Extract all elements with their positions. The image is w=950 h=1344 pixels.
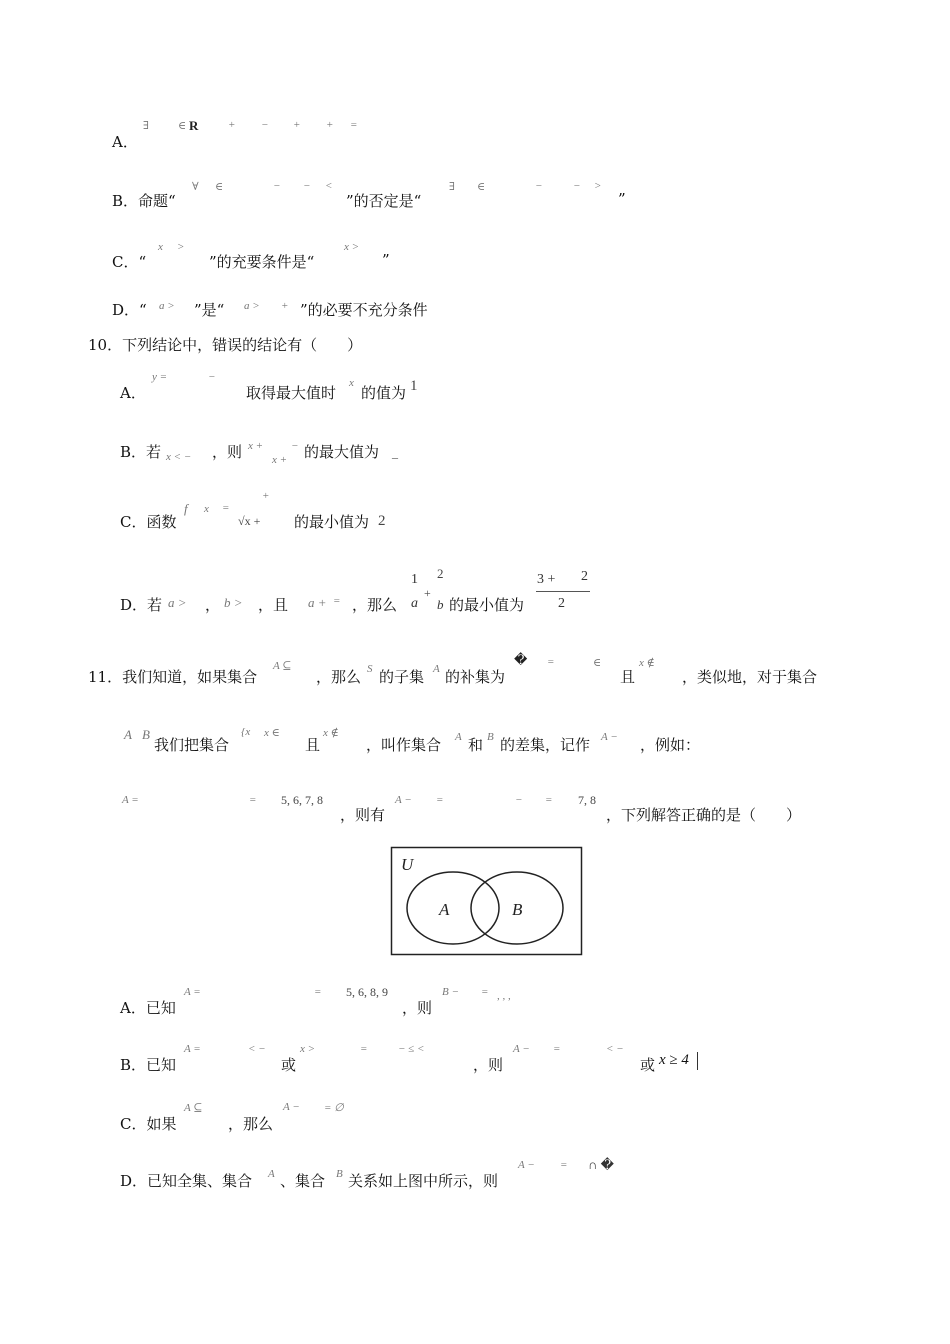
math-fragment: 1 (411, 572, 418, 587)
text: ” (382, 251, 390, 269)
math-fragment: = (314, 986, 322, 998)
math-fragment: = (360, 1043, 368, 1055)
math-fragment: B (336, 1168, 343, 1180)
math-fragment: √x + (238, 514, 261, 528)
math-fragment: − (573, 180, 581, 192)
math-fragment: = ∅ (324, 1102, 344, 1114)
text: ” (618, 190, 626, 208)
math-fragment: = (481, 986, 489, 998)
option-label: D．若 (120, 596, 163, 614)
math-fragment: b (437, 597, 444, 612)
math-fragment: y = (152, 371, 168, 383)
math-fragment: x (349, 377, 354, 389)
math-fragment: a (411, 596, 418, 611)
math-fragment: + (281, 300, 289, 312)
math-fragment: + (424, 586, 431, 600)
text: 的最小值为 (294, 513, 370, 531)
text: ，则 (473, 1056, 504, 1074)
text: 的最小值为 (449, 596, 525, 614)
text: 的差集，记作 (500, 736, 591, 754)
math-fragment: = (222, 502, 230, 514)
text: ，例如： (640, 736, 701, 754)
math-fragment: B (142, 727, 150, 742)
math-fragment: < − (606, 1043, 624, 1055)
math-fragment: A (455, 731, 462, 743)
math-fragment: A ⊆ (184, 1102, 203, 1114)
brace-close (697, 1052, 698, 1070)
math-fragment: b > (224, 595, 243, 610)
math-fragment: x + (248, 440, 264, 452)
math-fragment: A (124, 727, 132, 742)
math-fragment: A (268, 1168, 275, 1180)
math-fragment: + (326, 119, 334, 131)
label-b: B (512, 900, 523, 919)
math-fragment: x ≥ 4 (659, 1052, 689, 1068)
math-fragment: − (208, 371, 216, 383)
math-fragment: ∃ (449, 181, 455, 193)
math-fragment: ∈ (178, 120, 187, 132)
math-fragment: B − (442, 986, 459, 998)
text: ”的必要不充分条件 (300, 301, 428, 319)
math-fragment: = (553, 1043, 561, 1055)
text: 和 (468, 736, 484, 754)
venn-diagram (390, 846, 583, 956)
option-label: A． (120, 384, 146, 402)
math-fragment: − (261, 119, 269, 131)
text: ，那么 (228, 1115, 274, 1133)
text: ，那么 (352, 596, 398, 614)
option-label: C．“ (112, 253, 147, 271)
text: 、集合 (280, 1172, 326, 1190)
math-fragment: 3 + (537, 572, 556, 587)
option-label: B．已知 (120, 1056, 177, 1074)
option-label: D．已知全集、集合 (120, 1172, 253, 1190)
math-fragment: + (228, 119, 236, 131)
text: 的最大值为 (304, 443, 380, 461)
math-fragment: 5, 6, 8, 9 (346, 985, 388, 999)
math-fragment: x > (300, 1043, 316, 1055)
text: ，那么 (316, 668, 362, 686)
math-fragment: ∈ (593, 657, 602, 669)
text: ，类似地，对于集合 (682, 668, 818, 686)
text: ”的充要条件是“ (209, 253, 315, 271)
text: 取得最大值时 (246, 384, 337, 402)
text: 关系如上图中所示，则 (348, 1172, 499, 1190)
math-fragment: A = (184, 1043, 201, 1055)
text: ，则有 (340, 806, 386, 824)
question-10-stem: 10．下列结论中，错误的结论有（ ） (88, 336, 363, 354)
math-fragment: + (293, 119, 301, 131)
math-fragment: x ∉ (323, 727, 339, 739)
text: 或 (281, 1056, 297, 1074)
math-fragment: = (350, 119, 358, 131)
math-fragment: _ (392, 446, 398, 460)
math-fragment: S (367, 663, 373, 675)
math-fragment: R (189, 118, 199, 133)
math-fragment: 7, 8 (578, 793, 596, 807)
math-fragment: 2 (558, 596, 565, 611)
text: ，则 (402, 999, 433, 1017)
text: ， (205, 596, 221, 614)
math-fragment: A (433, 663, 440, 675)
math-fragment: + (262, 490, 270, 502)
text: ”的否定是“ (346, 192, 422, 210)
text: ，下列解答正确的是（ ） (606, 806, 802, 824)
math-fragment: = (436, 794, 444, 806)
text: ”是“ (194, 301, 225, 319)
math-fragment: A − (513, 1043, 530, 1055)
math-fragment: x < − (166, 451, 192, 463)
math-fragment: x (204, 503, 209, 515)
math-fragment: ∈ (215, 181, 224, 193)
math-fragment: = (547, 656, 555, 668)
text: 的子集 (379, 668, 425, 686)
math-fragment: − (303, 180, 311, 192)
math-fragment: = (333, 595, 341, 607)
math-fragment: ∈ (477, 181, 486, 193)
fraction-bar (536, 591, 590, 592)
math-fragment: B (487, 731, 494, 743)
text: 的补集为 (445, 668, 506, 686)
math-fragment: a > (159, 300, 175, 312)
math-fragment: a + (308, 595, 327, 610)
math-fragment: 1 (410, 378, 418, 394)
math-fragment: ∃ (143, 120, 149, 132)
math-fragment: A − (283, 1101, 300, 1113)
option-label: A．已知 (120, 999, 176, 1017)
math-fragment: 2 (378, 513, 386, 529)
math-fragment: ∩ � (588, 1157, 614, 1172)
math-fragment: > (177, 241, 185, 253)
math-fragment: A ⊆ (273, 660, 292, 672)
option-label: B．命题“ (112, 192, 176, 210)
math-fragment: A = (122, 794, 139, 806)
math-fragment: − (273, 180, 281, 192)
label-u: U (401, 855, 414, 874)
math-fragment: A − (601, 731, 618, 743)
math-fragment: < (325, 180, 333, 192)
math-fragment: f (184, 501, 188, 516)
label-a: A (439, 900, 450, 919)
text: 或 (640, 1056, 656, 1074)
math-fragment: − (535, 180, 543, 192)
math-fragment: 5, 6, 7, 8 (281, 793, 323, 807)
math-fragment: A − (518, 1159, 535, 1171)
text: 的值为 (361, 384, 407, 402)
math-fragment: A = (184, 986, 201, 998)
text: ，则 (212, 443, 243, 461)
math-fragment: > (594, 180, 602, 192)
option-label: A． (112, 133, 138, 151)
math-fragment: � (514, 652, 528, 667)
text: 11．我们知道，如果集合 (88, 668, 258, 686)
option-label: C．如果 (120, 1115, 177, 1133)
math-fragment: = (249, 794, 257, 806)
math-fragment: x + (272, 454, 288, 466)
math-fragment: A − (395, 794, 412, 806)
math-fragment: 2 (437, 566, 444, 581)
math-fragment: x > (344, 241, 360, 253)
math-fragment: ∀ (192, 181, 199, 193)
option-label: C．函数 (120, 513, 177, 531)
math-fragment: 2 (581, 569, 588, 584)
math-fragment: a > (244, 300, 260, 312)
text: 且 (620, 668, 636, 686)
text: 且 (305, 736, 321, 754)
math-fragment: x ∈ (264, 727, 280, 739)
math-fragment: x (158, 241, 163, 253)
math-fragment: {x (241, 726, 251, 738)
text: ，叫作集合 (366, 736, 442, 754)
math-fragment: − (515, 794, 523, 806)
math-fragment: < − (248, 1043, 266, 1055)
universal-set-box (392, 848, 582, 955)
text: 我们把集合 (154, 736, 230, 754)
math-fragment: , , , (497, 990, 511, 1002)
text: ，且 (258, 596, 289, 614)
math-fragment: = (545, 794, 553, 806)
math-fragment: x ∉ (639, 657, 655, 669)
math-fragment: a > (168, 595, 187, 610)
option-label: B．若 (120, 443, 162, 461)
math-fragment: = (560, 1159, 568, 1171)
math-fragment: − (291, 440, 299, 452)
option-label: D．“ (112, 301, 147, 319)
math-fragment: − ≤ < (398, 1043, 425, 1055)
